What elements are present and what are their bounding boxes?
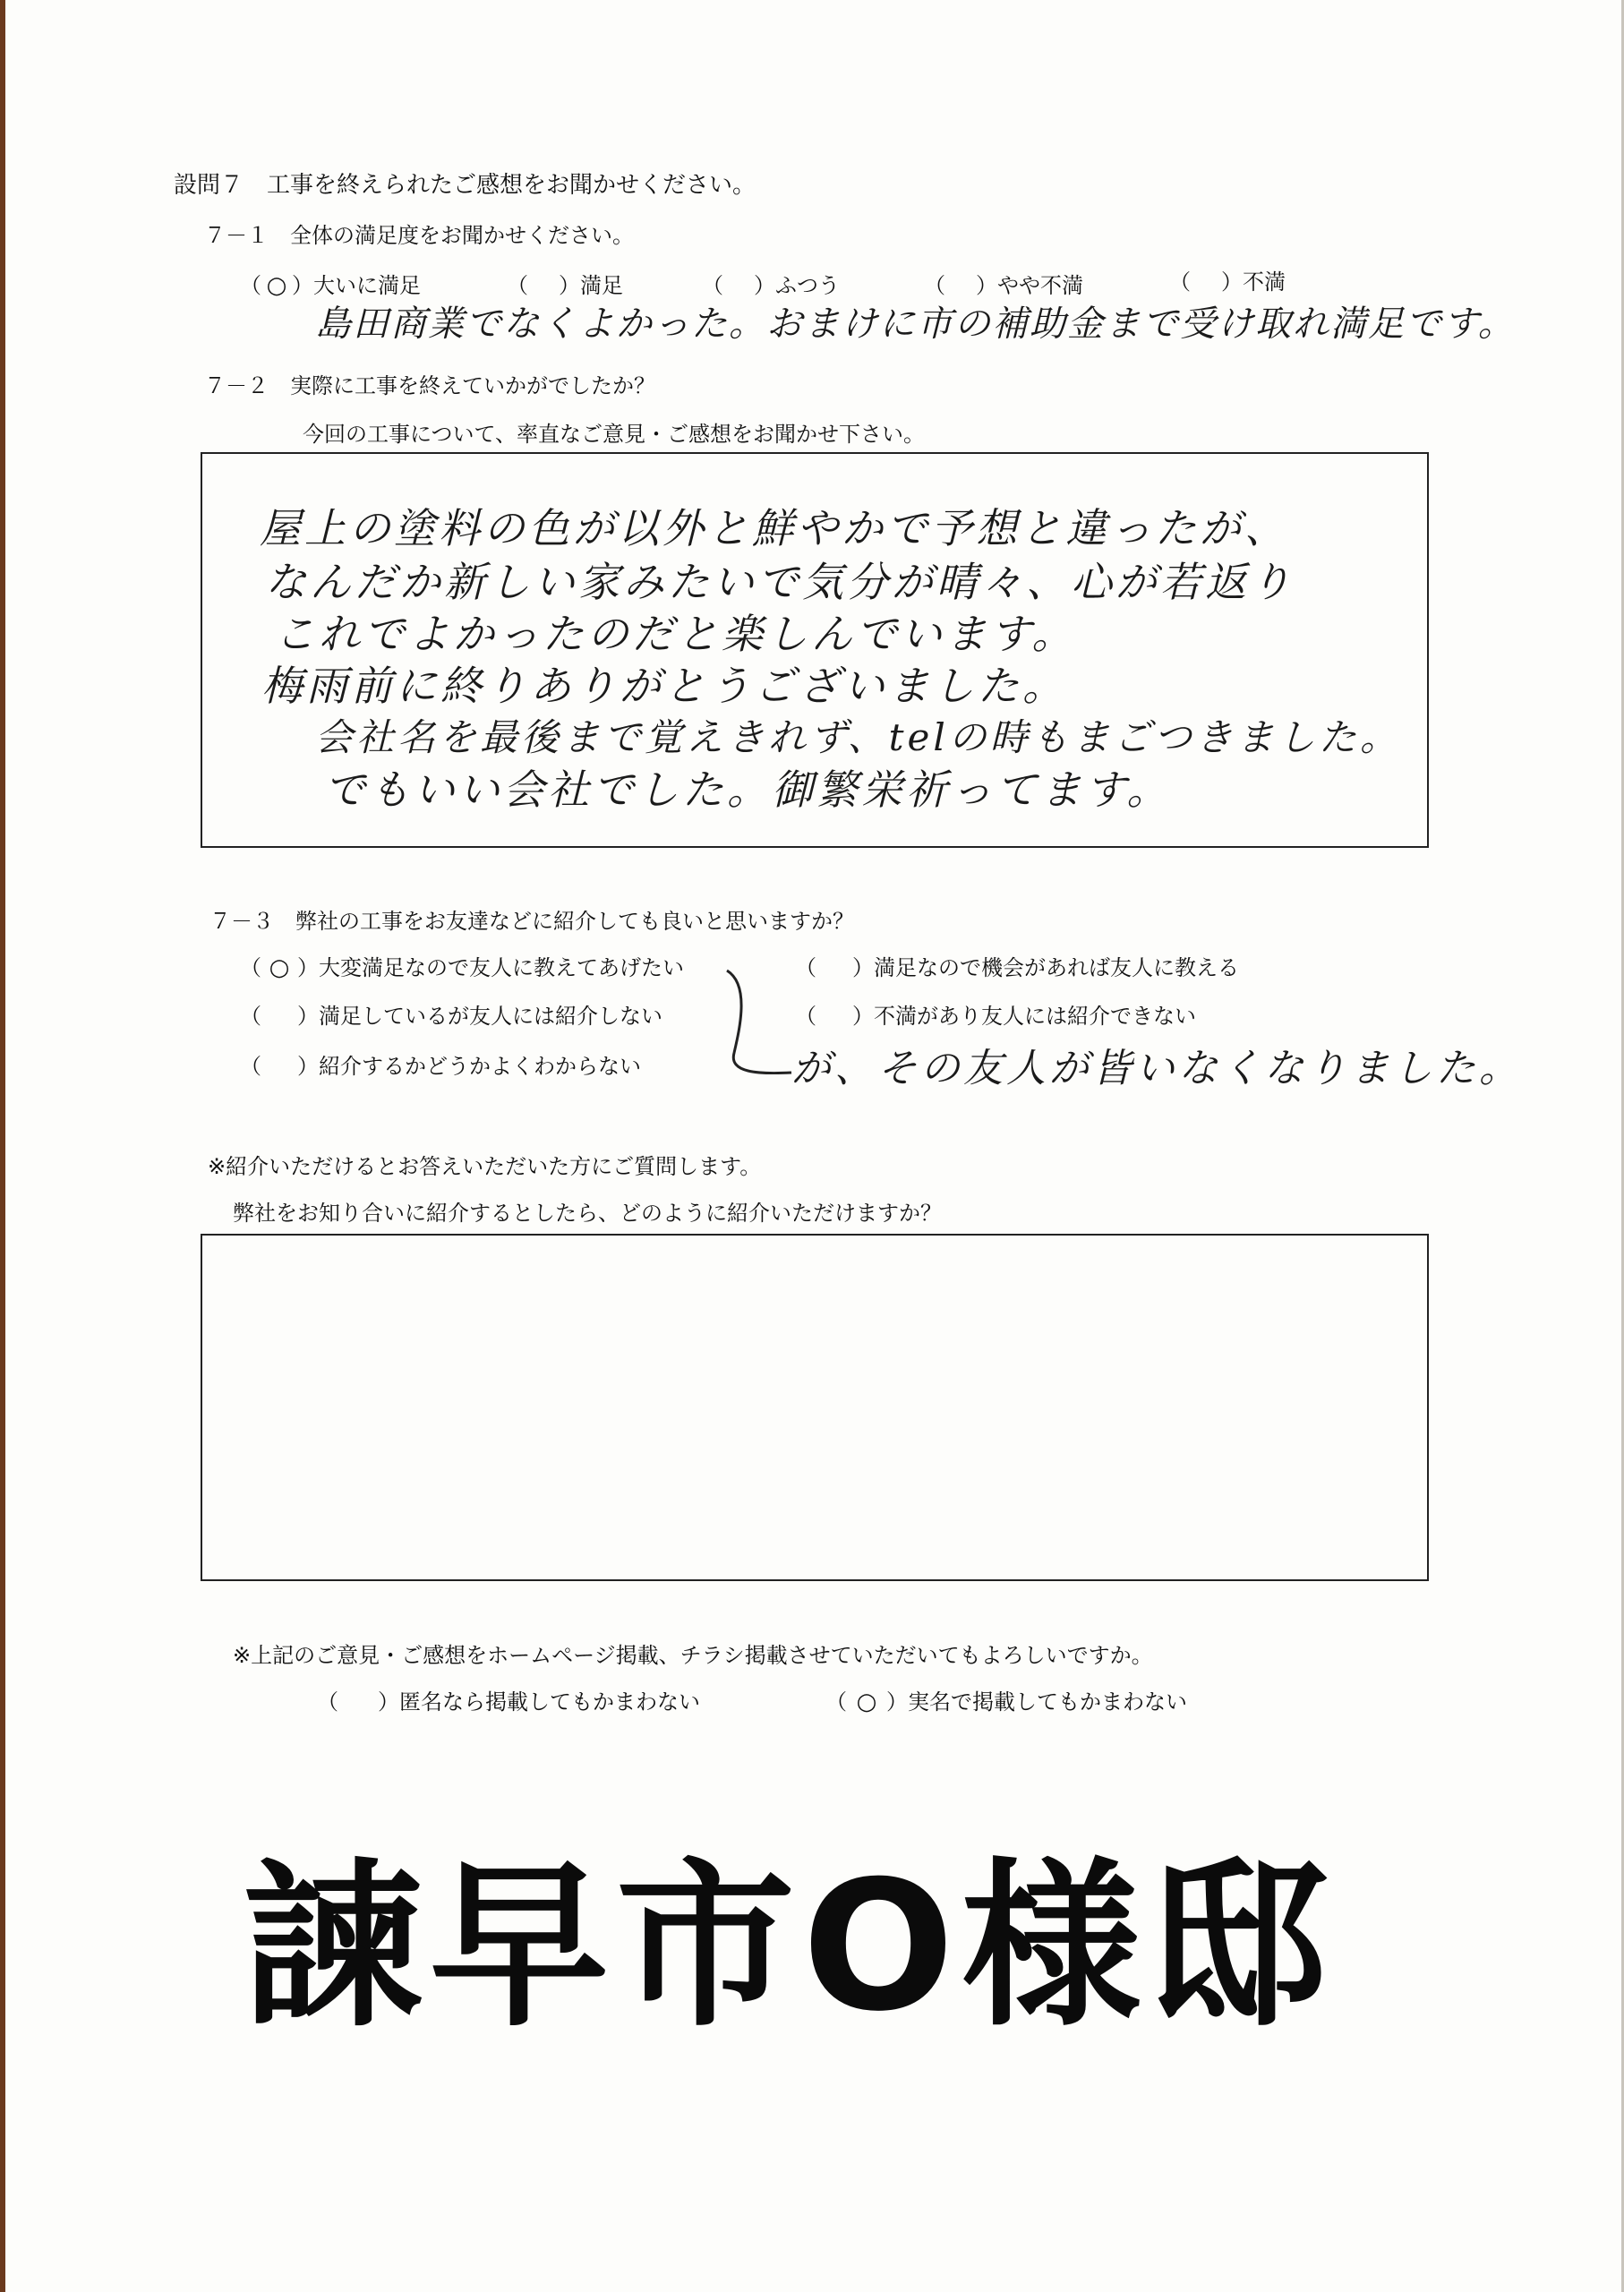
open-paren: （ <box>240 1054 261 1079</box>
option-text: ）匿名なら掲載してもかまわない <box>378 1689 700 1715</box>
customer-residence-caption: 諫早市O様邸 <box>244 1843 1335 2051</box>
open-paren: （ <box>1169 269 1191 295</box>
option-text: ）やや不満 <box>976 273 1083 298</box>
publish-option-real-name[interactable] <box>825 1689 1187 1715</box>
open-paren: （ <box>317 1689 338 1715</box>
option-text: ）不満があり友人には紹介できない <box>852 1004 1196 1029</box>
circle-mark: ○ <box>856 1689 877 1715</box>
option-text: ）満足 <box>559 273 623 298</box>
referral-answer-box[interactable] <box>201 1234 1429 1581</box>
referral-note: ※紹介いただけるとお答えいただいた方にご質問します。 <box>208 1154 762 1179</box>
q7-2-comment-line: でもいい会社でした。御繁栄祈ってます。 <box>324 765 1172 814</box>
option-text: ）ふつう <box>754 273 840 298</box>
q7-3-label: ７－３ 弊社の工事をお友達などに紹介しても良いと思いますか？ <box>209 909 854 934</box>
option-text: ）大いに満足 <box>292 273 421 298</box>
circle-mark: ○ <box>266 272 287 299</box>
circle-mark: ○ <box>269 954 290 981</box>
referral-prompt: 弊社をお知り合いに紹介するとしたら、どのように紹介いただけますか？ <box>233 1201 942 1226</box>
option-text: ）満足しているが友人には紹介しない <box>297 1004 662 1029</box>
option-text: ）紹介するかどうかよくわからない <box>297 1054 641 1079</box>
open-paren: （ <box>825 1689 847 1715</box>
open-paren: （ <box>795 955 816 980</box>
open-paren: （ <box>240 955 261 980</box>
q7-2-comment-line: これでよかったのだと楽しんでいます。 <box>274 610 1077 658</box>
q7-2-comment-line: 会社名を最後まで覚えきれず、telの時もまごつきました。 <box>315 715 1401 759</box>
open-paren: （ <box>507 273 528 298</box>
option-text: ）不満 <box>1221 269 1286 295</box>
option-text: ）大変満足なので友人に教えてあげたい <box>297 955 684 980</box>
q7-1-label: ７－１ 全体の満足度をお聞かせください。 <box>204 223 634 248</box>
open-paren: （ <box>795 1004 816 1029</box>
option-text: ）実名で掲載してもかまわない <box>886 1689 1187 1715</box>
q7-2-comment-line: 屋上の塗料の色が以外と鮮やかで予想と違ったが、 <box>260 504 1289 552</box>
q7-1-handwritten-comment: 島田商業でなくよかった。おまけに市の補助金まで受け取れ満足です。 <box>315 304 1516 345</box>
q7-2-comment-line: なんだか新しい家みたいで気分が晴々、心が若返り <box>265 558 1295 606</box>
q7-2-label: ７－２ 実際に工事を終えていかがでしたか？ <box>204 373 655 398</box>
q7-2-prompt: 今回の工事について、率直なご意見・ご感想をお聞かせ下さい。 <box>303 422 926 447</box>
publish-option-anonymous[interactable] <box>317 1689 700 1715</box>
open-paren: （ <box>240 273 261 298</box>
open-paren: （ <box>924 273 945 298</box>
open-paren: （ <box>702 273 723 298</box>
option-text: ）満足なので機会があれば友人に教える <box>852 955 1239 980</box>
q7-3-handwritten-comment: が、その友人が皆いなくなりました。 <box>791 1046 1522 1091</box>
open-paren: （ <box>240 1004 261 1029</box>
q7-2-comment-line: 梅雨前に終りありがとうございました。 <box>261 662 1067 710</box>
question-7-title: 設問７ 工事を終えられたご感想をお聞かせください。 <box>174 172 756 199</box>
publish-note: ※上記のご意見・ご感想をホームページ掲載、チラシ掲載させていただいてもよろしいですか。 <box>233 1643 1153 1668</box>
